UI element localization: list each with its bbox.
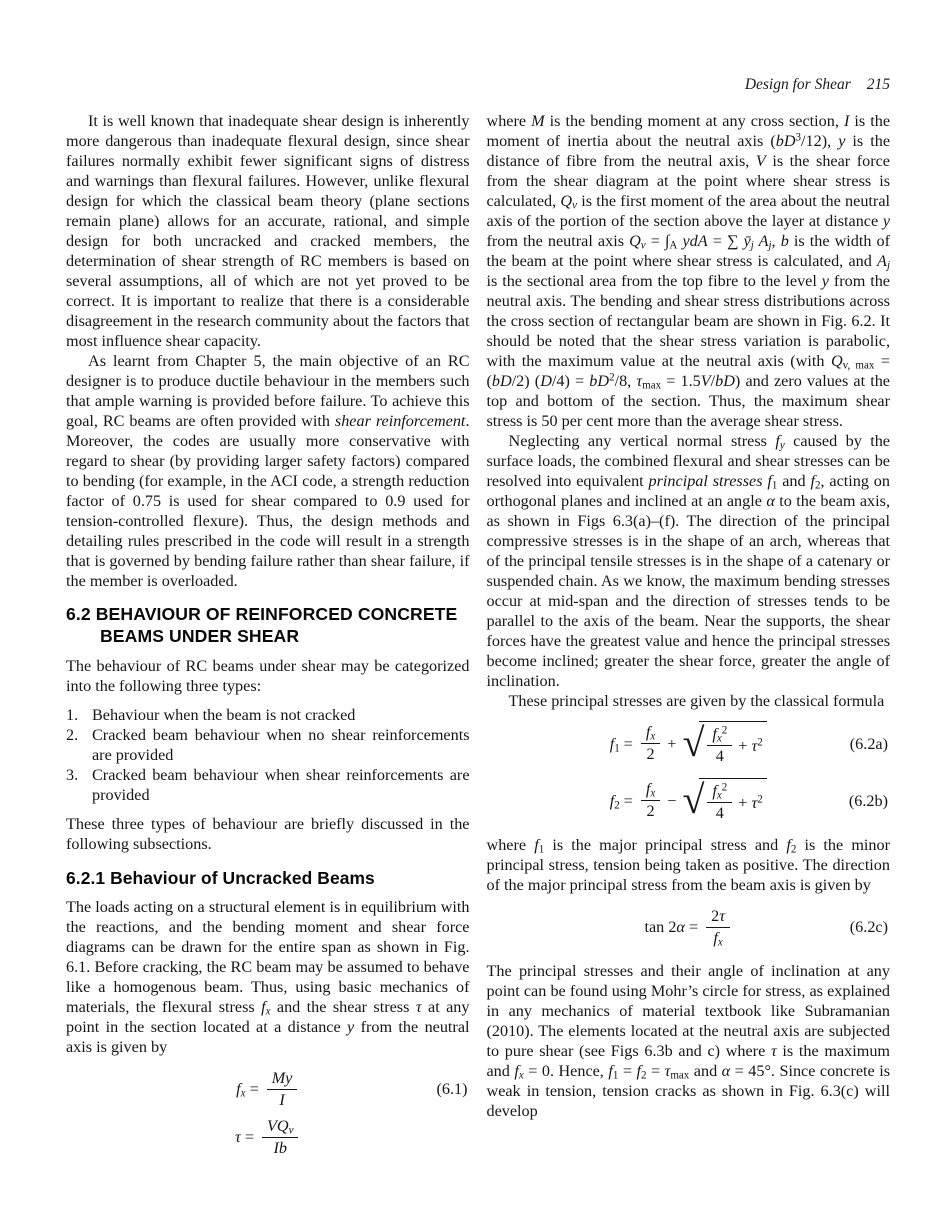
fraction-numerator: $f_x$	[645, 780, 656, 800]
radical-icon: √	[682, 776, 705, 822]
equation-label: (6.2a)	[849, 734, 888, 753]
left-column	[66, 111, 470, 1171]
fraction	[267, 1069, 298, 1110]
fraction-numerator: $f_x$	[645, 723, 656, 743]
list-item	[66, 765, 470, 805]
fraction	[707, 725, 732, 766]
equation-6-2c	[487, 905, 891, 949]
equation-label: (6.2b)	[848, 791, 888, 810]
two-column-body	[66, 111, 890, 1171]
equation-body	[610, 721, 767, 766]
fraction-denominator: 2	[641, 800, 660, 821]
equation-6-2a-row	[487, 721, 891, 766]
equation-6-1	[66, 1067, 470, 1159]
fraction-numerator: $VQ_v$	[267, 1116, 294, 1136]
running-head	[745, 76, 890, 94]
list-item-number: 3.	[66, 766, 79, 784]
equation-body	[236, 1069, 299, 1110]
equation-6-2b	[487, 778, 891, 823]
list-item-number: 1.	[66, 706, 79, 724]
equation-body	[610, 778, 767, 823]
fraction-denominator: Ib	[262, 1137, 298, 1158]
equation-6-1-line1	[66, 1067, 470, 1111]
equation-operator: +	[667, 734, 677, 753]
right-column	[487, 111, 891, 1171]
equation-body	[645, 907, 733, 948]
fraction-denominator: 4	[707, 802, 732, 823]
fraction-numerator: My	[271, 1068, 293, 1087]
paragraph-intro-1: It is well known that inadequate shear design is inherently more dangerous than inadequate flexural design, since shear failures normally exhibit fewer significant signs of distress and warnings than flexural failures. However, unlike flexural design for which the classical beam theory (plane sections remain plane) allows for an accurate, rational, and simple design for both uncracked and cracked members, the determination of shear strength of RC members is based on several assumptions, all of which are not yet proved to be correct. It is important to realize that there is a considerable disagreement in the research community about the factors that most influence shear capacity.	[66, 112, 470, 350]
radicand-tail: + $\tau^2$	[738, 793, 763, 812]
equation-lhs: $f_2$ =	[609, 791, 633, 811]
radicand	[699, 778, 766, 823]
paragraph-where-M: where M is the bending moment at any cross section, I is the moment of inertia about the neutral axis $(bD^3/12)$, y is the distance of fibre from the neutral axis, V is the shear force from the shear diagram at the point where shear stress is calculated, $Q_v$ is the first moment of the area about the neutral axis of the portion of the section above the layer at distance y from the neutral axis $Q_v = \int_A$ ydA = ∑ $ȳ_j$ $A_j$, b is the width of the beam at the point where shear stress is calculated, and $A_j$ is the sectional area from the top fibre to the level y from the neutral axis. The bending and shear stress distributions across the cross section of rectangular beam are shown in Fig. 6.2. It should be noted that the shear stress variation is parabolic, with the maximum value at the neutral axis (with $Q_{v, max} = (bD/2) (D/4) = bD^2/8$, $\tau_{max} = 1.5V/bD$) and zero values at the top and bottom of the section. Thus, the maximum shear stress is 50 per cent more than the average shear stress.	[486, 112, 891, 430]
fraction-denominator: I	[267, 1089, 298, 1110]
fraction-numerator: $f_x^2$	[712, 781, 728, 802]
paragraph-intro-2: As learnt from Chapter 5, the main objective of an RC designer is to produce ductile behaviour in the members such that ample warning is provided before failure. To achieve this goal, RC beams are often provided with shear reinforcement. Moreover, the codes are usually more conservative with regard to shear (by providing larger safety factors) compared to bending (for example, in the ACI code, a strength reduction factor of 0.75 is used for shear compared to 0.9 used for tension-controlled flexure). Thus, the design methods and detailing rules prescribed in the code will result in a strength that is governed by bending failure rather than shear failure, if the member is overloaded.	[66, 352, 470, 590]
fraction	[707, 782, 732, 823]
fraction-denominator: 2	[641, 743, 660, 764]
paragraph-where-f1-f2: where $f_1$ is the major principal stress and $f_2$ is the minor principal stress, tension being taken as positive. The direction of the major principal stress from the beam axis is given by	[486, 836, 890, 894]
list-item-text: Cracked beam behaviour when no shear reinforcements are provided	[92, 726, 470, 764]
running-head-title: Design for Shear	[744, 76, 851, 93]
fraction	[262, 1117, 298, 1158]
paragraph-behaviour-types: The behaviour of RC beams under shear may be categorized into the following three types:	[66, 657, 470, 695]
fraction-denominator: $f_x$	[706, 927, 730, 948]
equation-6-2a	[487, 721, 891, 766]
list-item-text: Cracked beam behaviour when shear reinforcements are provided	[92, 766, 470, 804]
fraction	[641, 723, 660, 764]
equation-lhs: $f_1$ =	[609, 734, 633, 754]
fraction-numerator: $f_x^2$	[712, 724, 728, 745]
list-item-number: 2.	[66, 726, 79, 744]
paragraph-uncracked-beams: The loads acting on a structural element is in equilibrium with the reactions, and the bending moment and shear force diagrams can be drawn for the entire span as shown in Fig. 6.1. Before cracking, the RC beam may be assumed to behave like a homogenous beam. Thus, using basic mechanics of materials, the flexural stress $f_x$ and the shear stress τ at any point in the section located at a distance y from the neutral axis is given by	[66, 898, 470, 1056]
section-heading-6-2-line1: 6.2 BEHAVIOUR OF REINFORCED CONCRETE	[66, 604, 458, 624]
list-item	[66, 725, 470, 765]
fraction-denominator: 4	[707, 745, 732, 766]
section-heading-6-2-line2: BEAMS UNDER SHEAR	[100, 625, 300, 646]
equation-label: (6.1)	[436, 1080, 468, 1098]
equation-label: (6.2c)	[849, 918, 888, 936]
equation-6-2c-row	[487, 905, 891, 949]
list-item	[66, 705, 470, 725]
page-number: 215	[866, 76, 890, 93]
paragraph-classical-formula: These principal stresses are given by the classical formula	[508, 692, 885, 710]
fraction	[706, 907, 730, 948]
equation-6-1-line2	[66, 1115, 470, 1159]
section-heading-6-2	[66, 604, 470, 647]
list-item-text: Behaviour when the beam is not cracked	[92, 706, 356, 724]
equation-lhs: τ =	[235, 1128, 254, 1146]
paragraph-neglecting: Neglecting any vertical normal stress $f_y$ caused by the surface loads, the combined flexural and shear stresses can be resolved into equivalent principal stresses $f_1$ and $f_2$, acting on orthogonal planes and inclined at an angle α to the beam axis, as shown in Figs 6.3(a)–(f). The direction of the principal compressive stresses is in the shape of an arch, whereas that of the principal tensile stresses is in the shape of a catenary or suspended chain. As we know, the maximum bending stresses occur at mid-span and the direction of stresses tends to be parallel to the axis of the beam. Near the supports, the shear forces have the greatest value and hence the principal stresses become inclined; greater the shear force, greater the angle of inclination.	[486, 432, 890, 690]
fraction	[641, 780, 660, 821]
subsection-heading-6-2-1: 6.2.1 Behaviour of Uncracked Beams	[66, 868, 375, 888]
paragraph-types-discussed: These three types of behaviour are briefly discussed in the following subsections.	[66, 815, 470, 853]
fraction-numerator: 2τ	[711, 906, 725, 925]
numbered-list	[66, 705, 470, 805]
square-root	[682, 778, 766, 823]
radicand-tail: + $\tau^2$	[738, 736, 763, 755]
equation-operator: −	[667, 791, 677, 810]
square-root	[682, 721, 766, 766]
equation-lhs: tan 2α =	[644, 918, 699, 936]
radical-icon: √	[682, 719, 705, 765]
equation-lhs: $f_x$ =	[236, 1080, 259, 1100]
radicand	[699, 721, 766, 766]
equation-body	[235, 1117, 300, 1158]
equation-6-2b-row	[487, 778, 891, 823]
paragraph-mohrs-circle: The principal stresses and their angle of inclination at any point can be found using Mohr’s circle for stress, as explained in any mechanics of material textbook like Subramanian (2010). The elements located at the neutral axis are subjected to pure shear (see Figs 6.3b and c) where τ is the maximum and $f_x = 0$. Hence, $f_1 = f_2 = \tau_{max}$ and α = 45°. Since concrete is weak in tension, tension cracks as shown in Fig. 6.3(c) will develop	[486, 962, 891, 1120]
